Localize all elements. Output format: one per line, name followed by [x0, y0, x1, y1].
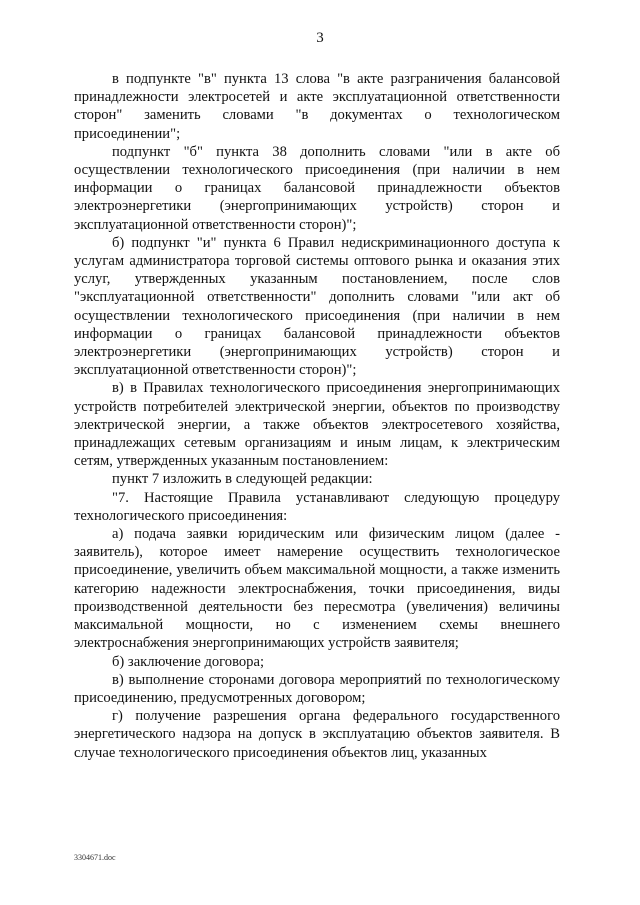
paragraph-subpoint-b-item-38: подпункт "б" пункта 38 дополнить словами "или в акте об осуществлении технологического присоединения (при наличии в нем информации о границах балансовой принадлежности объектов электроэнергетики (энергопринимающих устройств) сторон и эксплуатационной ответственности сторон)";: [74, 143, 560, 233]
paragraph-item-7-g: г) получение разрешения органа федерального государственного энергетического надзора на допуск в эксплуатацию объектов заявителя. В случае технологического присоединения объектов лиц, указанных: [74, 708, 560, 761]
paragraph-item-7-text: "7. Настоящие Правила устанавливают следующую процедуру технологического присоединения:: [74, 489, 560, 524]
paragraph-b-rules-access: б) подпункт "и" пункта 6 Правил недискриминационного доступа к услугам администратора торговой системы оптового рынка и оказания этих услуг, утвержденных указанным постановлением, после слов "эксплуатационной ответственности" дополнить словами "или акт об осуществлении технологического присоединения (при наличии в нем информации о границах балансовой принадлежности объектов электроэнергетики (энергопринимающих устройств) сторон и эксплуатационной ответственности сторон)";: [74, 234, 560, 379]
paragraph-item-7-b: б) заключение договора;: [112, 653, 265, 670]
paragraph-item-7-intro: пункт 7 изложить в следующей редакции:: [112, 471, 373, 488]
paragraph-item-7-a: а) подача заявки юридическим или физическим лицом (далее - заявитель), которое имеет намерение осуществить технологическое присоединение, увеличить объем максимальной мощности, а также изменить категорию надежности электроснабжения, точки присоединения, виды производственной деятельности без пересмотра (увеличения) величины максимальной мощности, но с изменением схемы внешнего электроснабжения энергопринимающих устройств заявителя;: [74, 526, 560, 652]
document-code: 3304671.doc: [74, 853, 116, 862]
paragraph-subpoint-v-item-13: в подпункте "в" пункта 13 слова "в акте разграничения балансовой принадлежности электросетей и акте эксплуатационной ответственности сторон" заменить словами "в документах о технологическом присоединении";: [74, 71, 560, 142]
paragraph-item-7-v: в) выполнение сторонами договора мероприятий по технологическому присоединению, предусмотренных договором;: [74, 671, 560, 706]
paragraph-v-rules-connection: в) в Правилах технологического присоединения энергопринимающих устройств потребителей электрической энергии, объектов по производству электрической энергии, а также объектов электросетевого хозяйства, принадлежащих сетевым организациям и иным лицам, к электрическим сетям, утвержденных указанным постановлением:: [74, 380, 560, 470]
page-number: 3: [316, 30, 324, 46]
document-body: [74, 70, 560, 762]
